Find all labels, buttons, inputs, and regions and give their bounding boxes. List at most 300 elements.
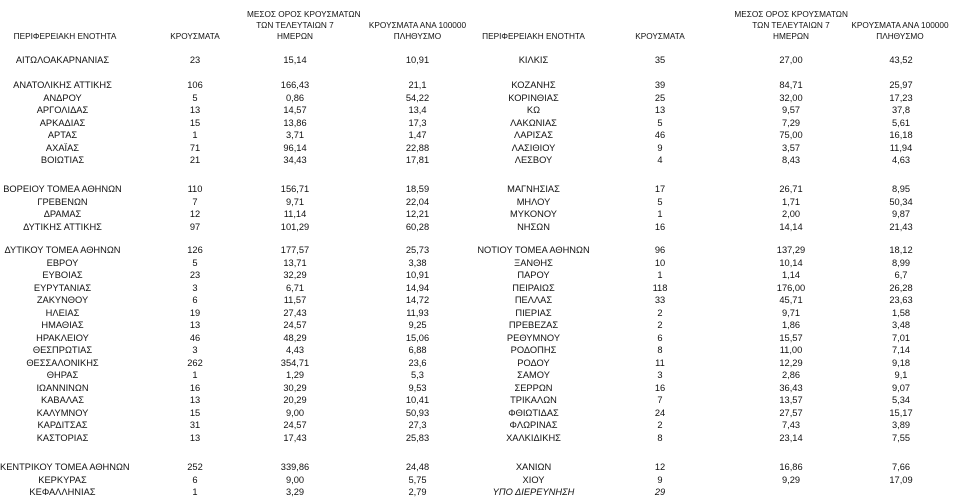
avg7-value: 48,29 bbox=[283, 333, 307, 343]
region-name: ΣΑΜΟΥ bbox=[517, 370, 550, 380]
avg7-value: 36,43 bbox=[779, 383, 803, 393]
avg7-value: 9,71 bbox=[285, 197, 305, 207]
region-name: ΑΡΓΟΛΙΔΑΣ bbox=[36, 105, 89, 115]
avg7-value: 10,14 bbox=[779, 258, 803, 268]
avg7-value: 11,00 bbox=[779, 345, 803, 355]
region-name: ΜΥΚΟΝΟΥ bbox=[510, 209, 557, 219]
per100k-value: 11,93 bbox=[406, 308, 429, 318]
avg7-value: 137,29 bbox=[776, 245, 806, 255]
avg7-value: 20,29 bbox=[283, 395, 307, 405]
region-name: ΑΧΑΪΑΣ bbox=[45, 143, 80, 153]
table-row bbox=[472, 221, 960, 234]
avg7-value: 26,71 bbox=[779, 184, 803, 194]
avg7-value: 9,71 bbox=[781, 308, 801, 318]
cases-value: 7 bbox=[192, 197, 198, 207]
table-row bbox=[0, 208, 470, 221]
avg7-value: 1,14 bbox=[781, 270, 801, 280]
table-row bbox=[472, 419, 960, 432]
per100k-value: 14,72 bbox=[405, 295, 430, 305]
header-cases: ΚΡΟΥΣΜΑΤΑ bbox=[170, 31, 220, 41]
region-name: ΗΡΑΚΛΕΙΟΥ bbox=[36, 333, 89, 343]
region-name: ΚΑΡΔΙΤΣΑΣ bbox=[37, 420, 88, 430]
region-name: ΑΡΤΑΣ bbox=[47, 130, 78, 140]
per100k-value: 24,48 bbox=[405, 462, 430, 472]
cases-value: 252 bbox=[187, 462, 203, 472]
region-name: ΡΕΘΥΜΝΟΥ bbox=[506, 333, 561, 343]
cases-value: 12 bbox=[189, 209, 201, 219]
per100k-value: 60,28 bbox=[405, 222, 430, 232]
table-row bbox=[472, 294, 960, 307]
table-row bbox=[0, 369, 470, 382]
header-per100k-line1: ΚΡΟΥΣΜΑΤΑ ΑΝΑ 100000 bbox=[851, 20, 949, 30]
table-row bbox=[0, 244, 470, 257]
per100k-value: 25,97 bbox=[889, 80, 913, 90]
avg7-value: 34,43 bbox=[283, 155, 307, 165]
avg7-value: 16,86 bbox=[779, 462, 803, 472]
region-name: ΛΕΣΒΟΥ bbox=[514, 155, 553, 165]
avg7-value: 13,71 bbox=[283, 258, 307, 268]
header-cases: ΚΡΟΥΣΜΑΤΑ bbox=[635, 31, 685, 41]
table-row bbox=[472, 369, 960, 382]
per100k-value: 15,17 bbox=[889, 408, 913, 418]
region-name: ΘΗΡΑΣ bbox=[46, 370, 79, 380]
cases-value: 10 bbox=[654, 258, 666, 268]
per100k-value: 8,99 bbox=[891, 258, 911, 268]
per100k-value: 21,1 bbox=[408, 80, 427, 90]
per100k-value: 5,34 bbox=[891, 395, 911, 405]
region-name: ΚΙΛΚΙΣ bbox=[518, 55, 549, 65]
per100k-value: 5,75 bbox=[408, 475, 427, 485]
table-row bbox=[472, 269, 960, 282]
per100k-value: 17,81 bbox=[405, 155, 430, 165]
per100k-value: 25,73 bbox=[405, 245, 430, 255]
header-avg-line3: ΗΜΕΡΩΝ bbox=[277, 31, 313, 41]
region-name: ΣΕΡΡΩΝ bbox=[514, 383, 553, 393]
avg7-value: 27,43 bbox=[283, 308, 307, 318]
avg7-value: 27,57 bbox=[779, 408, 803, 418]
region-name: ΚΑΛΥΜΝΟΥ bbox=[36, 408, 89, 418]
per100k-value: 2,79 bbox=[408, 487, 427, 497]
table-row bbox=[0, 79, 470, 92]
region-name: ΒΟΙΩΤΙΑΣ bbox=[40, 155, 85, 165]
avg7-value: 8,43 bbox=[781, 155, 801, 165]
cases-value: 71 bbox=[189, 143, 201, 153]
per100k-value: 1,47 bbox=[408, 130, 427, 140]
table-row bbox=[472, 54, 960, 67]
avg7-value: 2,00 bbox=[781, 209, 801, 219]
per100k-value: 9,25 bbox=[408, 320, 427, 330]
avg7-value: 6,71 bbox=[285, 283, 305, 293]
avg7-value: 4,43 bbox=[285, 345, 305, 355]
cases-value: 2 bbox=[657, 308, 663, 318]
region-name: ΚΟΡΙΝΘΙΑΣ bbox=[508, 93, 559, 103]
table-row bbox=[472, 183, 960, 196]
avg7-value: 13,57 bbox=[779, 395, 803, 405]
avg7-value: 24,57 bbox=[283, 420, 307, 430]
table-row bbox=[472, 394, 960, 407]
avg7-value: 9,57 bbox=[781, 105, 801, 115]
cases-value: 1 bbox=[192, 130, 198, 140]
region-name: ΧΑΝΙΩΝ bbox=[515, 462, 552, 472]
per100k-value: 3,89 bbox=[891, 420, 911, 430]
per100k-value: 10,91 bbox=[405, 55, 430, 65]
per100k-value: 21,43 bbox=[889, 222, 913, 232]
region-name: ΠΕΛΛΑΣ bbox=[514, 295, 553, 305]
table-row bbox=[0, 432, 470, 445]
cases-value: 13 bbox=[189, 433, 201, 443]
cases-value: 24 bbox=[654, 408, 666, 418]
avg7-value: 0,86 bbox=[285, 93, 305, 103]
cases-value: 46 bbox=[654, 130, 666, 140]
table-row bbox=[472, 244, 960, 257]
per100k-value: 18,59 bbox=[405, 184, 430, 194]
cases-value: 15 bbox=[189, 408, 201, 418]
cases-value: 13 bbox=[189, 320, 201, 330]
avg7-value: 15,14 bbox=[283, 55, 307, 65]
cases-value: 2 bbox=[657, 420, 663, 430]
header-avg-line2: ΤΩΝ ΤΕΛΕΥΤΑΙΩΝ 7 bbox=[752, 20, 830, 30]
region-name: ΧΙΟΥ bbox=[522, 475, 545, 485]
per100k-value: 7,66 bbox=[891, 462, 911, 472]
avg7-value: 17,43 bbox=[283, 433, 307, 443]
per100k-value: 9,1 bbox=[894, 370, 908, 380]
per100k-value: 15,06 bbox=[405, 333, 430, 343]
avg7-value: 96,14 bbox=[283, 143, 307, 153]
per100k-value: 7,01 bbox=[891, 333, 911, 343]
per100k-value: 11,94 bbox=[889, 143, 913, 153]
per100k-value: 17,3 bbox=[408, 118, 427, 128]
region-name: ΗΜΑΘΙΑΣ bbox=[41, 320, 84, 330]
per100k-value: 3,38 bbox=[408, 258, 427, 268]
cases-value: 33 bbox=[654, 295, 666, 305]
cases-value: 19 bbox=[189, 308, 201, 318]
cases-value: 5 bbox=[657, 197, 663, 207]
cases-value: 11 bbox=[655, 358, 665, 368]
region-name: ΘΕΣΣΑΛΟΝΙΚΗΣ bbox=[26, 358, 99, 368]
per100k-value: 50,34 bbox=[889, 197, 913, 207]
cases-value: 46 bbox=[189, 333, 201, 343]
region-name: ΠΑΡΟΥ bbox=[517, 270, 550, 280]
cases-value: 16 bbox=[189, 383, 201, 393]
cases-value: 17 bbox=[654, 184, 666, 194]
cases-value: 9 bbox=[657, 475, 663, 485]
per100k-value: 5,3 bbox=[411, 370, 424, 380]
region-name: ΠΙΕΡΙΑΣ bbox=[515, 308, 552, 318]
region-name: ΚΑΣΤΟΡΙΑΣ bbox=[36, 433, 89, 443]
per100k-value: 16,18 bbox=[889, 130, 913, 140]
table-row bbox=[0, 294, 470, 307]
region-name: ΞΑΝΘΗΣ bbox=[514, 258, 553, 268]
region-name: ΠΡΕΒΕΖΑΣ bbox=[508, 320, 559, 330]
region-name: ΘΕΣΠΡΩΤΙΑΣ bbox=[32, 345, 93, 355]
per100k-value: 25,83 bbox=[405, 433, 430, 443]
header-per100k-line2: ΠΛΗΘΥΣΜΟ bbox=[393, 31, 442, 41]
per100k-value: 17,09 bbox=[889, 475, 913, 485]
cases-value: 118 bbox=[652, 283, 668, 293]
region-name: ΝΟΤΙΟΥ ΤΟΜΕΑ ΑΘΗΝΩΝ bbox=[477, 245, 590, 255]
cases-value: 4 bbox=[657, 155, 663, 165]
region-name: ΔΥΤΙΚΟΥ ΤΟΜΕΑ ΑΘΗΝΩΝ bbox=[4, 245, 121, 255]
region-name: ΕΥΡΥΤΑΝΙΑΣ bbox=[33, 283, 92, 293]
per100k-value: 10,41 bbox=[405, 395, 430, 405]
region-name: ΝΗΣΩΝ bbox=[517, 222, 550, 232]
avg7-value: 32,00 bbox=[779, 93, 803, 103]
region-name: ΑΙΤΩΛΟΑΚΑΡΝΑΝΙΑΣ bbox=[15, 55, 110, 65]
region-name: ΖΑΚΥΝΘΟΥ bbox=[36, 295, 89, 305]
table-row bbox=[472, 432, 960, 445]
avg7-value: 101,29 bbox=[280, 222, 310, 232]
avg7-value: 1,71 bbox=[781, 197, 801, 207]
region-name: ΜΑΓΝΗΣΙΑΣ bbox=[507, 184, 560, 194]
avg7-value: 14,57 bbox=[283, 105, 307, 115]
cases-value: 5 bbox=[657, 118, 663, 128]
region-name: ΛΑΡΙΣΑΣ bbox=[514, 130, 553, 140]
per100k-value: 50,93 bbox=[405, 408, 430, 418]
avg7-value: 3,29 bbox=[285, 487, 305, 497]
per100k-value: 22,04 bbox=[405, 197, 430, 207]
avg7-value: 84,71 bbox=[779, 80, 803, 90]
per100k-value: 9,07 bbox=[891, 383, 911, 393]
region-name: ΥΠΟ ΔΙΕΡΕΥΝΗΣΗ bbox=[492, 487, 575, 497]
cases-value: 106 bbox=[187, 80, 203, 90]
per100k-value: 43,52 bbox=[889, 55, 913, 65]
region-name: ΚΟΖΑΝΗΣ bbox=[511, 80, 556, 90]
avg7-value: 30,29 bbox=[283, 383, 307, 393]
table-row bbox=[472, 319, 960, 332]
table-row bbox=[472, 79, 960, 92]
header-region: ΠΕΡΙΦΕΡΕΙΑΚΗ ΕΝΟΤΗΤΑ bbox=[13, 31, 117, 41]
cases-value: 3 bbox=[192, 283, 198, 293]
table-row bbox=[0, 154, 470, 167]
per100k-value: 27,3 bbox=[408, 420, 427, 430]
region-name: ΚΕΝΤΡΙΚΟΥ ΤΟΜΕΑ ΑΘΗΝΩΝ bbox=[0, 462, 130, 472]
cases-value: 5 bbox=[192, 258, 198, 268]
region-name: ΑΝΔΡΟΥ bbox=[43, 93, 82, 103]
cases-value: 12 bbox=[654, 462, 666, 472]
region-name: ΙΩΑΝΝΙΝΩΝ bbox=[36, 383, 89, 393]
cases-value: 35 bbox=[654, 55, 666, 65]
cases-value: 13 bbox=[189, 105, 201, 115]
avg7-value: 13,86 bbox=[283, 118, 307, 128]
per100k-value: 54,22 bbox=[405, 93, 430, 103]
per100k-value: 14,94 bbox=[405, 283, 430, 293]
cases-value: 1 bbox=[657, 270, 663, 280]
region-name: ΒΟΡΕΙΟΥ ΤΟΜΕΑ ΑΘΗΝΩΝ bbox=[3, 184, 122, 194]
cases-value: 23 bbox=[189, 55, 201, 65]
avg7-value: 9,00 bbox=[285, 475, 305, 485]
table-row bbox=[0, 319, 470, 332]
region-name: ΔΡΑΜΑΣ bbox=[43, 209, 82, 219]
cases-value: 13 bbox=[189, 395, 201, 405]
avg7-value: 177,57 bbox=[280, 245, 310, 255]
per100k-value: 9,87 bbox=[891, 209, 911, 219]
per100k-value: 1,58 bbox=[891, 308, 911, 318]
cases-value: 2 bbox=[657, 320, 663, 330]
per100k-value: 23,6 bbox=[408, 358, 427, 368]
cases-value: 8 bbox=[657, 345, 663, 355]
cases-value: 31 bbox=[189, 420, 201, 430]
per100k-value: 4,63 bbox=[891, 155, 911, 165]
avg7-value: 7,29 bbox=[781, 118, 801, 128]
region-name: ΦΘΙΩΤΙΔΑΣ bbox=[508, 408, 559, 418]
avg7-value: 24,57 bbox=[283, 320, 307, 330]
cases-value: 25 bbox=[654, 93, 666, 103]
cases-value: 8 bbox=[657, 433, 663, 443]
region-name: ΑΡΚΑΔΙΑΣ bbox=[39, 118, 86, 128]
table-row bbox=[472, 208, 960, 221]
avg7-value: 11,14 bbox=[283, 209, 307, 219]
per100k-value: 6,7 bbox=[894, 270, 908, 280]
per100k-value: 17,23 bbox=[889, 93, 913, 103]
table-row bbox=[472, 104, 960, 117]
avg7-value: 14,14 bbox=[779, 222, 803, 232]
region-name: ΓΡΕΒΕΝΩΝ bbox=[37, 197, 88, 207]
header-per100k-line2: ΠΛΗΘΥΣΜΟ bbox=[876, 31, 924, 41]
region-name: ΕΥΒΟΙΑΣ bbox=[42, 270, 83, 280]
cases-value: 15 bbox=[189, 118, 201, 128]
per100k-value: 23,63 bbox=[889, 295, 913, 305]
region-name: ΡΟΔΟΠΗΣ bbox=[510, 345, 557, 355]
avg7-value: 75,00 bbox=[779, 130, 803, 140]
cases-value: 3 bbox=[192, 345, 198, 355]
per100k-value: 7,55 bbox=[891, 433, 911, 443]
cases-value: 23 bbox=[189, 270, 201, 280]
cases-value: 1 bbox=[192, 487, 198, 497]
cases-value: 21 bbox=[189, 155, 201, 165]
cases-value: 13 bbox=[654, 105, 666, 115]
table-row bbox=[0, 344, 470, 357]
header-region: ΠΕΡΙΦΕΡΕΙΑΚΗ ΕΝΟΤΗΤΑ bbox=[482, 31, 585, 41]
cases-value: 5 bbox=[192, 93, 198, 103]
avg7-value: 9,00 bbox=[285, 408, 305, 418]
header-avg-line2: ΤΩΝ ΤΕΛΕΥΤΑΙΩΝ 7 bbox=[256, 20, 334, 30]
table-row bbox=[0, 269, 470, 282]
per100k-value: 6,88 bbox=[408, 345, 427, 355]
cases-value: 16 bbox=[654, 222, 666, 232]
cases-value: 9 bbox=[657, 143, 663, 153]
region-name: ΗΛΕΙΑΣ bbox=[45, 308, 80, 318]
per100k-value: 9,18 bbox=[891, 358, 911, 368]
region-name: ΛΑΣΙΘΙΟΥ bbox=[511, 143, 556, 153]
region-name: ΠΕΙΡΑΙΩΣ bbox=[512, 283, 555, 293]
per100k-value: 7,14 bbox=[891, 345, 911, 355]
cases-value: 97 bbox=[189, 222, 201, 232]
avg7-value: 2,86 bbox=[781, 370, 801, 380]
per100k-value: 12,21 bbox=[405, 209, 430, 219]
avg7-value: 3,57 bbox=[781, 143, 801, 153]
avg7-value: 9,29 bbox=[781, 475, 801, 485]
region-name: ΔΥΤΙΚΗΣ ΑΤΤΙΚΗΣ bbox=[23, 222, 102, 232]
avg7-value: 3,71 bbox=[285, 130, 305, 140]
region-name: ΚΩ bbox=[526, 105, 541, 115]
header-avg-line1: ΜΕΣΟΣ ΟΡΟΣ ΚΡΟΥΣΜΑΤΩΝ bbox=[734, 9, 848, 19]
per100k-value: 9,53 bbox=[408, 383, 427, 393]
avg7-value: 27,00 bbox=[779, 55, 803, 65]
cases-value: 110 bbox=[187, 184, 203, 194]
table-row bbox=[0, 183, 470, 196]
table-row bbox=[0, 221, 470, 234]
region-name: ΜΗΛΟΥ bbox=[516, 197, 551, 207]
cases-value: 7 bbox=[657, 395, 663, 405]
table-row bbox=[0, 129, 470, 142]
header-avg-line1: ΜΕΣΟΣ ΟΡΟΣ ΚΡΟΥΣΜΑΤΩΝ bbox=[247, 9, 361, 19]
cases-value: 6 bbox=[192, 475, 198, 485]
avg7-value: 45,71 bbox=[779, 295, 803, 305]
region-name: ΚΕΡΚΥΡΑΣ bbox=[38, 475, 87, 485]
cases-value: 29 bbox=[654, 487, 666, 497]
table-row bbox=[472, 486, 960, 499]
region-name: ΡΟΔΟΥ bbox=[517, 358, 550, 368]
region-name: ΤΡΙΚΑΛΩΝ bbox=[510, 395, 557, 405]
avg7-value: 339,86 bbox=[280, 462, 310, 472]
region-name: ΧΑΛΚΙΔΙΚΗΣ bbox=[506, 433, 561, 443]
left-table bbox=[0, 0, 470, 498]
avg7-value: 11,57 bbox=[283, 295, 307, 305]
per100k-value: 26,28 bbox=[889, 283, 913, 293]
avg7-value: 354,71 bbox=[280, 358, 310, 368]
table-row bbox=[0, 394, 470, 407]
avg7-value: 1,86 bbox=[781, 320, 801, 330]
cases-value: 39 bbox=[654, 80, 666, 90]
per100k-value: 13,4 bbox=[408, 105, 427, 115]
avg7-value: 23,14 bbox=[779, 433, 803, 443]
region-name: ΕΒΡΟΥ bbox=[46, 258, 79, 268]
per100k-value: 22,88 bbox=[405, 143, 430, 153]
table-row bbox=[472, 461, 960, 474]
cases-value: 6 bbox=[192, 295, 198, 305]
table-row bbox=[472, 154, 960, 167]
per100k-value: 37,8 bbox=[891, 105, 911, 115]
table-row bbox=[0, 54, 470, 67]
table-row bbox=[0, 486, 470, 499]
avg7-value: 12,29 bbox=[779, 358, 803, 368]
avg7-value: 7,43 bbox=[781, 420, 801, 430]
header-per100k-line1: ΚΡΟΥΣΜΑΤΑ ΑΝΑ 100000 bbox=[368, 20, 467, 30]
avg7-value: 15,57 bbox=[779, 333, 803, 343]
cases-value: 1 bbox=[192, 370, 198, 380]
cases-value: 6 bbox=[657, 333, 663, 343]
cases-value: 1 bbox=[657, 209, 663, 219]
table-row bbox=[0, 461, 470, 474]
avg7-value: 176,00 bbox=[776, 283, 806, 293]
avg7-value: 32,29 bbox=[283, 270, 307, 280]
cases-value: 126 bbox=[187, 245, 203, 255]
per100k-value: 10,91 bbox=[405, 270, 430, 280]
cases-value: 3 bbox=[657, 370, 663, 380]
region-name: ΚΕΦΑΛΛΗΝΙΑΣ bbox=[29, 487, 96, 497]
avg7-value: 156,71 bbox=[280, 184, 310, 194]
per100k-value: 18,12 bbox=[889, 245, 913, 255]
table-row bbox=[472, 129, 960, 142]
cases-value: 262 bbox=[187, 358, 203, 368]
region-name: ΑΝΑΤΟΛΙΚΗΣ ΑΤΤΙΚΗΣ bbox=[13, 80, 112, 90]
cases-value: 16 bbox=[654, 383, 666, 393]
per100k-value: 3,48 bbox=[891, 320, 911, 330]
region-name: ΚΑΒΑΛΑΣ bbox=[41, 395, 84, 405]
table-row bbox=[0, 104, 470, 117]
avg7-value: 166,43 bbox=[280, 80, 310, 90]
cases-value: 96 bbox=[654, 245, 666, 255]
table-row bbox=[0, 419, 470, 432]
right-table bbox=[472, 0, 960, 498]
table-row bbox=[472, 344, 960, 357]
region-name: ΛΑΚΩΝΙΑΣ bbox=[510, 118, 557, 128]
per100k-value: 8,95 bbox=[891, 184, 911, 194]
per100k-value: 5,61 bbox=[891, 118, 911, 128]
region-name: ΦΛΩΡΙΝΑΣ bbox=[509, 420, 558, 430]
header-avg-line3: ΗΜΕΡΩΝ bbox=[773, 31, 809, 41]
avg7-value: 1,29 bbox=[285, 370, 305, 380]
